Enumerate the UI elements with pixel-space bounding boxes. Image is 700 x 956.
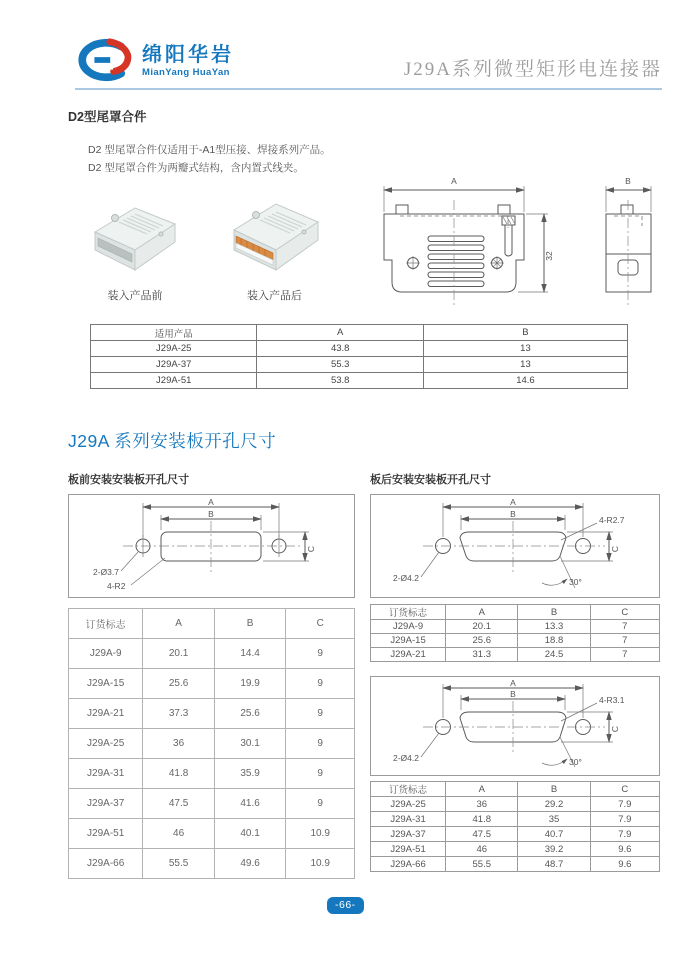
column-header: 适用产品 — [91, 325, 257, 341]
table-cell: 47.5 — [446, 827, 518, 842]
table-header-row — [91, 325, 628, 341]
table-cell: 7 — [590, 648, 659, 662]
table-row — [371, 827, 660, 842]
table-row — [91, 341, 628, 357]
figure-caption-before: 装入产品前 — [107, 290, 163, 302]
angle-callout-label: 30° — [569, 577, 582, 587]
column-header: B — [214, 609, 286, 639]
subheading-rear-mount: 板后安装安装板开孔尺寸 — [370, 474, 491, 486]
table-cell: 7 — [590, 620, 659, 634]
table-cell: 9 — [286, 639, 355, 669]
product-image-after — [222, 192, 327, 284]
table-cell: 37.3 — [143, 699, 215, 729]
table-cell: 41.6 — [214, 789, 286, 819]
subheading-front-mount: 板前安装安装板开孔尺寸 — [68, 474, 189, 486]
table-row — [69, 699, 355, 729]
table-row — [69, 819, 355, 849]
rear-mount-size-table-2 — [370, 781, 660, 872]
table-cell: 19.9 — [214, 669, 286, 699]
table-cell: J29A-37 — [91, 357, 257, 373]
table-row — [69, 789, 355, 819]
page-number-badge: -66- — [327, 897, 364, 914]
hole-callout-label: 2-Ø4.2 — [393, 753, 419, 763]
table-cell: 35.9 — [214, 759, 286, 789]
table-cell: 9 — [286, 699, 355, 729]
radius-callout-label: 4-R2 — [107, 581, 126, 591]
dim-label-a: A — [451, 176, 457, 186]
company-logo — [75, 37, 234, 83]
column-header: A — [143, 609, 215, 639]
table-cell: 36 — [143, 729, 215, 759]
table-cell: J29A-31 — [69, 759, 143, 789]
column-header: 订货标志 — [69, 609, 143, 639]
table-cell: J29A-37 — [371, 827, 446, 842]
column-header: B — [518, 605, 590, 620]
table-cell: 9.6 — [590, 857, 659, 872]
dim-label-c: C — [610, 725, 620, 733]
table-cell: J29A-21 — [371, 648, 446, 662]
table-cell: 20.1 — [143, 639, 215, 669]
figure-caption-after: 装入产品后 — [247, 290, 302, 302]
table-cell: 7.9 — [590, 812, 659, 827]
column-header: A — [446, 605, 518, 620]
table-row — [371, 857, 660, 872]
table-cell: 10.9 — [286, 819, 355, 849]
dim-label-a: A — [510, 497, 516, 507]
tail-cover-dimension-drawing — [366, 166, 696, 318]
table-cell: J29A-51 — [91, 373, 257, 389]
table-cell: 43.8 — [257, 341, 423, 357]
dim-label-b: B — [625, 176, 631, 186]
dim-label-b: B — [510, 689, 516, 699]
tail-cover-size-table — [90, 324, 628, 389]
table-cell: 14.4 — [214, 639, 286, 669]
table-cell: 14.6 — [423, 373, 627, 389]
table-cell: 7 — [590, 634, 659, 648]
front-mount-drawing-frame — [68, 494, 355, 598]
table-cell: 49.6 — [214, 849, 286, 879]
table-cell: J29A-15 — [69, 669, 143, 699]
column-header: B — [518, 782, 590, 797]
table-cell: J29A-66 — [371, 857, 446, 872]
table-cell: 18.8 — [518, 634, 590, 648]
hole-callout-label: 2-Ø3.7 — [93, 567, 119, 577]
rear-mount-size-table-1 — [370, 604, 660, 662]
table-cell: 24.5 — [518, 648, 590, 662]
section-heading-d2: D2型尾罩合件 — [68, 110, 147, 124]
table-row — [371, 797, 660, 812]
table-cell: 7.9 — [590, 797, 659, 812]
column-header: A — [446, 782, 518, 797]
table-row — [371, 620, 660, 634]
table-cell: J29A-51 — [371, 842, 446, 857]
table-cell: 29.2 — [518, 797, 590, 812]
table-row — [69, 669, 355, 699]
document-title: J29A系列微型矩形电连接器 — [403, 59, 662, 80]
hole-callout-label: 2-Ø4.2 — [393, 573, 419, 583]
table-cell: 46 — [446, 842, 518, 857]
table-cell: 7.9 — [590, 827, 659, 842]
table-cell: 13 — [423, 357, 627, 373]
table-row — [69, 729, 355, 759]
logo-icon — [75, 37, 133, 83]
table-cell: 31.3 — [446, 648, 518, 662]
table-header-row — [69, 609, 355, 639]
front-mount-size-table — [68, 608, 355, 879]
table-cell: 55.3 — [257, 357, 423, 373]
table-cell: 25.6 — [446, 634, 518, 648]
table-cell: 20.1 — [446, 620, 518, 634]
dim-label-c: C — [306, 545, 316, 553]
table-cell: J29A-21 — [69, 699, 143, 729]
table-cell: 30.1 — [214, 729, 286, 759]
table-cell: 9.6 — [590, 842, 659, 857]
table-header-row — [371, 782, 660, 797]
rear-mount-cutout-drawing-1 — [371, 495, 659, 597]
dim-label-a: A — [208, 497, 214, 507]
table-cell: J29A-9 — [371, 620, 446, 634]
table-cell: 46 — [143, 819, 215, 849]
table-cell: 13 — [423, 341, 627, 357]
product-image-before — [85, 196, 185, 284]
section-heading-panel-cutout: J29A 系列安装板开孔尺寸 — [68, 431, 277, 451]
section-d2-description — [88, 141, 331, 177]
logo-name-cn: 绵阳华岩 — [142, 43, 234, 66]
rear-mount-cutout-drawing-2 — [371, 677, 659, 775]
table-cell: 25.6 — [143, 669, 215, 699]
table-row — [69, 849, 355, 879]
rear-mount-drawing2-frame — [370, 676, 660, 776]
table-cell: J29A-66 — [69, 849, 143, 879]
logo-name-en: MianYang HuaYan — [142, 66, 230, 78]
table-cell: 39.2 — [518, 842, 590, 857]
table-cell: 55.5 — [446, 857, 518, 872]
column-header: C — [590, 605, 659, 620]
table-cell: J29A-37 — [69, 789, 143, 819]
radius-callout-label: 4-R2.7 — [599, 515, 625, 525]
table-cell: 10.9 — [286, 849, 355, 879]
table-cell: 48.7 — [518, 857, 590, 872]
table-row — [69, 639, 355, 669]
column-header: 订货标志 — [371, 605, 446, 620]
logo-text — [142, 43, 234, 78]
front-mount-cutout-drawing — [69, 495, 354, 597]
table-cell: 9 — [286, 759, 355, 789]
table-cell: 25.6 — [214, 699, 286, 729]
table-cell: J29A-9 — [69, 639, 143, 669]
header-divider — [75, 88, 662, 90]
table-cell: J29A-25 — [69, 729, 143, 759]
table-cell: J29A-25 — [371, 797, 446, 812]
table-cell: 47.5 — [143, 789, 215, 819]
dim-label-32: 32 — [544, 251, 554, 261]
table-row — [91, 373, 628, 389]
table-cell: J29A-31 — [371, 812, 446, 827]
column-header: C — [286, 609, 355, 639]
table-cell: 36 — [446, 797, 518, 812]
table-cell: 41.8 — [143, 759, 215, 789]
angle-callout-label: 30° — [569, 757, 582, 767]
table-row — [69, 759, 355, 789]
table-cell: 55.5 — [143, 849, 215, 879]
column-header: 订货标志 — [371, 782, 446, 797]
table-row — [371, 842, 660, 857]
radius-callout-label: 4-R3.1 — [599, 695, 625, 705]
table-cell: 40.7 — [518, 827, 590, 842]
table-cell: J29A-15 — [371, 634, 446, 648]
table-row — [371, 812, 660, 827]
table-cell: 9 — [286, 789, 355, 819]
table-cell: 35 — [518, 812, 590, 827]
dim-label-b: B — [510, 509, 516, 519]
table-cell: 9 — [286, 729, 355, 759]
table-cell: J29A-25 — [91, 341, 257, 357]
table-cell: 41.8 — [446, 812, 518, 827]
table-row — [371, 648, 660, 662]
d2-description-line2: D2 型尾罩合件为两瓣式结构，含内置式线夹。 — [88, 162, 304, 174]
table-header-row — [371, 605, 660, 620]
dim-label-a: A — [510, 678, 516, 688]
table-row — [91, 357, 628, 373]
column-header: C — [590, 782, 659, 797]
table-cell: 53.8 — [257, 373, 423, 389]
column-header: B — [423, 325, 627, 341]
dim-label-c: C — [610, 545, 620, 553]
column-header: A — [257, 325, 423, 341]
d2-description-line1: D2 型尾罩合件仅适用于-A1型压接、焊接系列产品。 — [88, 144, 331, 156]
table-cell: 40.1 — [214, 819, 286, 849]
table-row — [371, 634, 660, 648]
dim-label-b: B — [208, 509, 214, 519]
table-cell: 13.3 — [518, 620, 590, 634]
table-cell: 9 — [286, 669, 355, 699]
table-cell: J29A-51 — [69, 819, 143, 849]
rear-mount-drawing1-frame — [370, 494, 660, 598]
